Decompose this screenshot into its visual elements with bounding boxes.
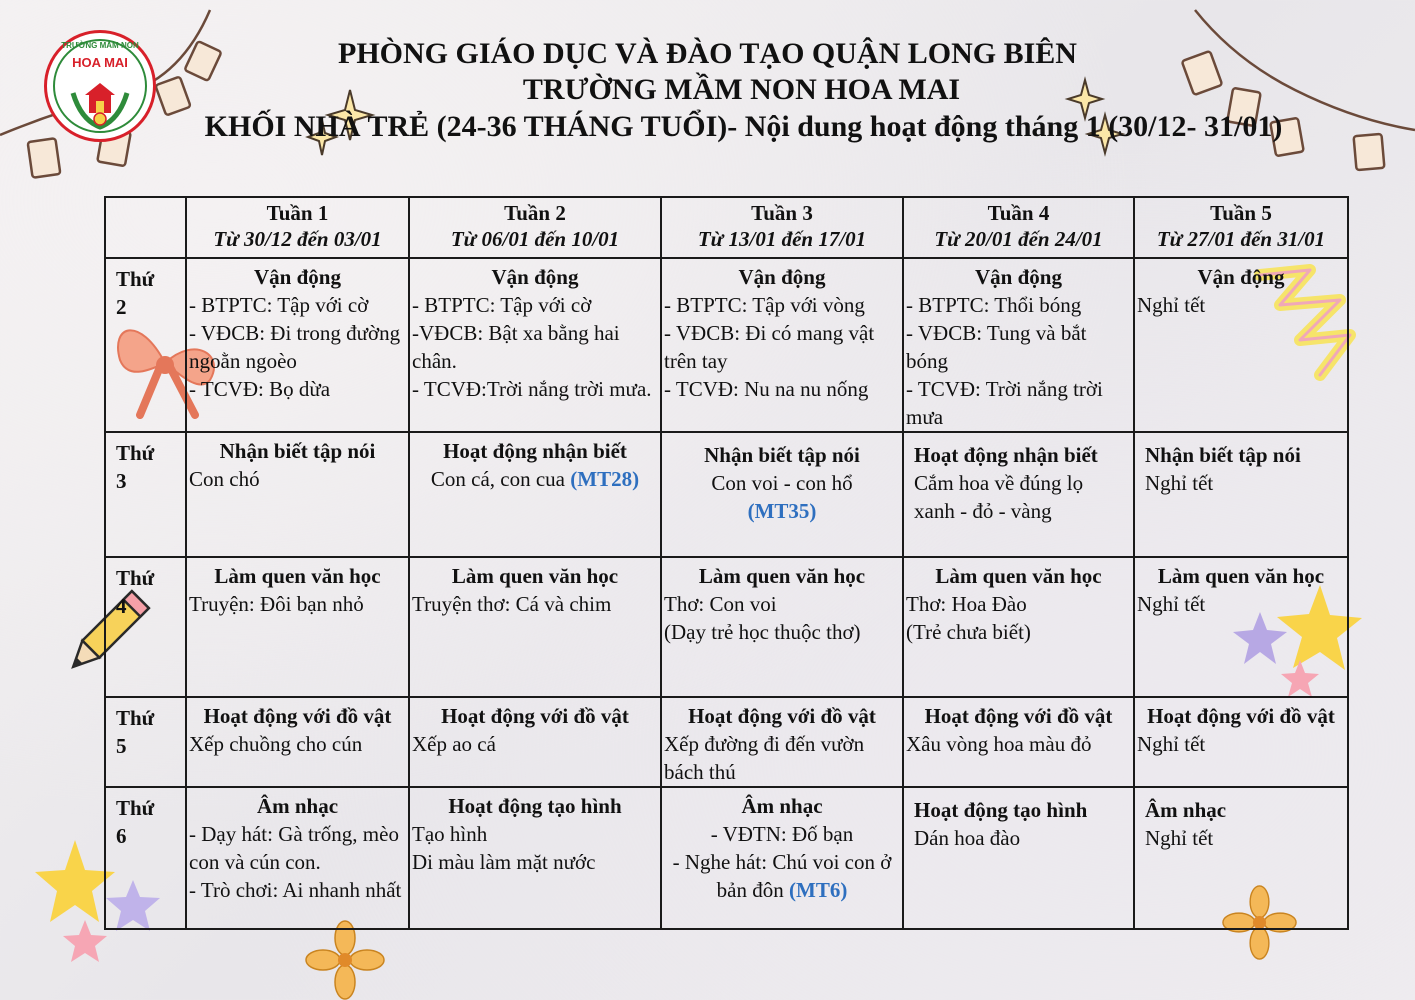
activity-line: Dán hoa đào [914,826,1021,850]
activity-title: Hoạt động với đồ vật [441,704,629,728]
activity-line: - BTPTC: Tập với vòng [664,293,865,317]
logo-top-text: TRƯỜNG MẦM NON [61,41,139,50]
week-name: Tuần 2 [504,201,566,225]
activity-cell [1134,432,1348,557]
table-header-row [105,197,1348,258]
activity-line: Con chó [189,467,260,491]
activity-title: Hoạt động với đồ vật [203,704,392,728]
day-label-word: Thứ [116,441,155,465]
activity-cell [903,697,1134,787]
week-name: Tuần 4 [987,201,1050,225]
activity-title: Nhận biết tập nói [1145,443,1301,467]
activity-cell [409,432,661,557]
day-label [105,697,186,787]
activity-line: Nghỉ tết [1145,471,1214,495]
activity-title: Hoạt động nhận biết [443,439,627,463]
week-header-2 [409,197,661,258]
activity-title: Làm quen văn học [451,564,619,588]
activity-line: -VĐCB: Bật xa bằng hai chân. [412,321,620,373]
logo-name: HOA MAI [72,55,128,70]
week-range: Từ 27/01 đến 31/01 [1156,227,1326,251]
activity-cell [903,432,1134,557]
activity-line: - TCVĐ: Trời nắng trời mưa [906,377,1103,429]
activity-cell [186,557,409,697]
activity-title: Âm nhạc [256,794,339,818]
activity-line: - VĐCB: Đi có mang vật trên tay [664,321,875,373]
activity-line: Xếp chuồng cho cún [189,732,363,756]
activity-cell [661,787,903,929]
activity-title: Âm nhạc [741,794,823,818]
activity-line: - Trò chơi: Ai nhanh nhất [189,878,402,902]
activity-line: - Dạy hát: Gà trống, mèo con và cún con. [189,822,399,874]
activity-title: Làm quen văn học [1157,564,1325,588]
table-row-thursday [105,697,1348,787]
day-label-word: Thứ [116,566,155,590]
week-header-3 [661,197,903,258]
objective-code: (MT35) [747,499,817,523]
day-label [105,432,186,557]
activity-schedule-table [104,196,1349,930]
activity-line: Con voi - con hổ [711,471,853,495]
activity-cell [661,697,903,787]
activity-line: Truyện: Đôi bạn nhỏ [189,592,364,616]
table-row-friday [105,787,1348,929]
activity-line: (Dạy trẻ học thuộc thơ) [664,620,861,644]
week-header-5 [1134,197,1348,258]
activity-line: - TCVĐ: Bọ dừa [189,377,331,401]
day-label-number: 6 [116,824,127,848]
week-range: Từ 30/12 đến 03/01 [213,227,382,251]
objective-code: (MT6) [789,878,848,902]
activity-line: Nghỉ tết [1137,293,1206,317]
activity-line: Di màu làm mặt nước [412,850,596,874]
activity-line: Nghỉ tết [1137,592,1206,616]
day-label-number: 4 [116,594,127,618]
objective-code: (MT28) [570,467,640,491]
day-label-word: Thứ [116,267,155,291]
activity-cell [409,258,661,432]
activity-cell [903,557,1134,697]
activity-cell [661,557,903,697]
table-row-wednesday [105,557,1348,697]
activity-text: - Nghe hát: Chú voi con ở bản đôn [672,850,892,902]
week-name: Tuần 3 [751,201,813,225]
activity-cell [186,432,409,557]
activity-line: - VĐCB: Tung và bắt bóng [906,321,1087,373]
activity-line: Xâu vòng hoa màu đỏ [906,732,1092,756]
activity-line: Xếp đường đi đến vườn bách thú [664,732,865,784]
activity-cell [409,697,661,787]
day-label-word: Thứ [116,796,155,820]
week-range: Từ 06/01 đến 10/01 [450,227,620,251]
activity-line: - BTPTC: Tập với cờ [189,293,369,317]
activity-title: Vận động [1197,265,1285,289]
activity-line [412,465,658,493]
day-label [105,787,186,929]
day-label-number: 5 [116,734,127,758]
activity-line: Tạo hình [412,822,488,846]
flower-icon [305,920,385,1000]
activity-title: Làm quen văn học [214,564,381,588]
week-range: Từ 20/01 đến 24/01 [934,227,1103,251]
activity-line: Cắm hoa về đúng lọ [914,471,1084,495]
week-name: Tuần 1 [266,201,329,225]
activity-line: - TCVĐ:Trời nắng trời mưa. [412,377,652,401]
week-range: Từ 13/01 đến 17/01 [697,227,867,251]
activity-cell [1134,258,1348,432]
activity-cell [186,258,409,432]
activity-title: Nhận biết tập nói [704,443,860,467]
activity-title: Hoạt động nhận biết [914,443,1098,467]
activity-cell [409,787,661,929]
activity-line: Truyện thơ: Cá và chim [412,592,612,616]
activity-line: Thơ: Hoa Đào [906,592,1027,616]
activity-title: Vận động [975,265,1062,289]
day-label [105,258,186,432]
activity-cell [186,697,409,787]
school-title: TRƯỜNG MẦM NON HOA MAI [522,73,961,106]
activity-cell [903,787,1134,929]
activity-cell [1134,787,1348,929]
department-title: PHÒNG GIÁO DỤC VÀ ĐÀO TẠO QUẬN LONG BIÊN [338,37,1077,70]
corner-cell [105,197,186,258]
activity-title: Nhận biết tập nói [219,439,376,463]
activity-title: Làm quen văn học [698,564,866,588]
activity-line: Nghỉ tết [1137,732,1206,756]
activity-line [664,848,900,904]
activity-title: Vận động [491,265,579,289]
activity-line: - VĐTN: Đố bạn [710,822,854,846]
day-label-word: Thứ [116,706,155,730]
day-label-number: 2 [116,295,127,319]
activity-line: - VĐCB: Đi trong đường ngoằn ngoèo [189,321,401,373]
activity-cell [1134,557,1348,697]
activity-cell [661,432,903,557]
activity-cell [903,258,1134,432]
table-row-tuesday [105,432,1348,557]
activity-title: Hoạt động tạo hình [914,798,1088,822]
activity-title: Âm nhạc [1145,798,1227,822]
activity-title: Hoạt động tạo hình [448,794,622,818]
activity-line: xanh - đỏ - vàng [914,499,1052,523]
week-name: Tuần 5 [1210,201,1272,225]
activity-line: - TCVĐ: Nu na nu nống [664,377,869,401]
activity-title: Hoạt động với đồ vật [1147,704,1335,728]
activity-line: - BTPTC: Tập với cờ [412,293,592,317]
week-header-1 [186,197,409,258]
activity-line: (Trẻ chưa biết) [906,620,1031,644]
activity-line: Thơ: Con voi [664,592,777,616]
day-label [105,557,186,697]
activity-title: Hoạt động với đồ vật [688,704,876,728]
activity-cell [409,557,661,697]
activity-line: Xếp ao cá [412,732,496,756]
activity-cell [661,258,903,432]
activity-title: Làm quen văn học [935,564,1102,588]
activity-line: - BTPTC: Thổi bóng [906,293,1082,317]
activity-title: Vận động [738,265,826,289]
schedule-title: KHỐI NHÀ TRẺ (24-36 THÁNG TUỔI)- Nội dung hoạt động tháng 1 (30/12- 31/01) [204,110,1283,143]
day-label-number: 3 [116,469,127,493]
table-row-monday [105,258,1348,432]
week-header-4 [903,197,1134,258]
activity-text: Con cá, con cua [430,467,571,491]
activity-title: Hoạt động với đồ vật [924,704,1113,728]
activity-title: Vận động [254,265,341,289]
activity-cell [1134,697,1348,787]
activity-cell [186,787,409,929]
activity-line: Nghỉ tết [1145,826,1214,850]
